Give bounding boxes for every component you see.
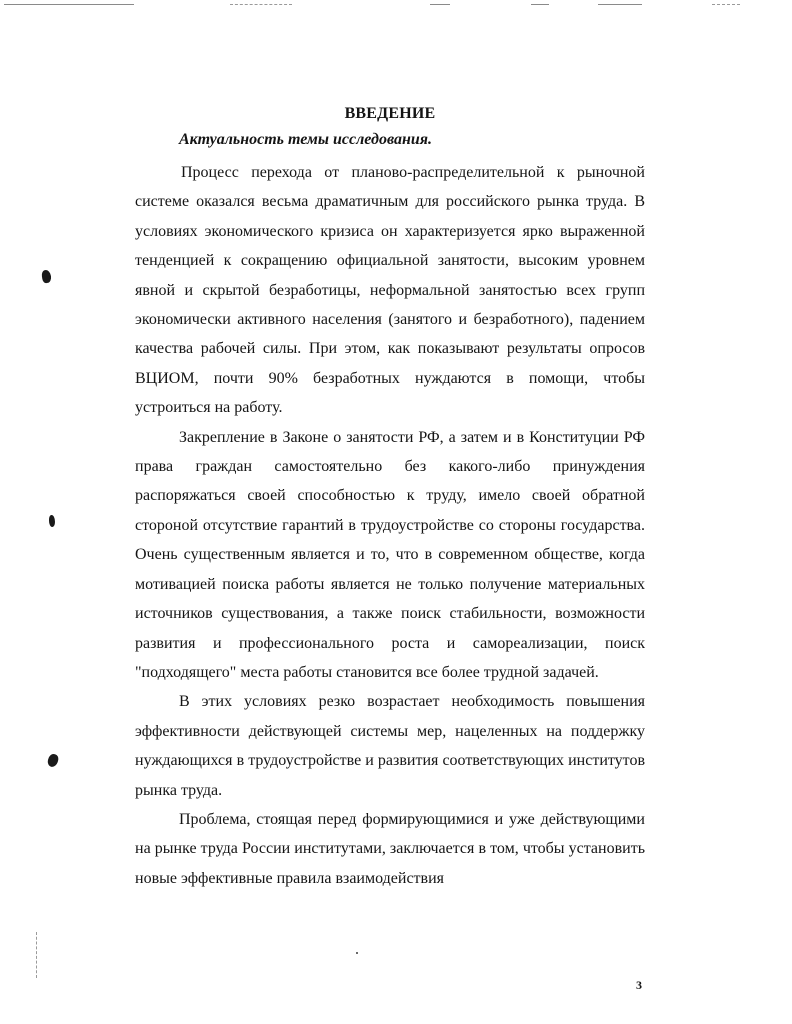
paragraph: Закрепление в Законе о занятости РФ, а затем и в Конституции РФ права граждан самостоятельно без какого-либо принуждения распоряжаться своей способностью к труду, имело своей обратной стороной отсутствие гарантий в трудоустройстве со стороны государства. Очень существенным является и то, что в современном обществе, когда мотивацией поиска работы является не только получение материальных источников существования, а также поиск стабильности, возможности развития и профессионального роста и самореализации, поиск "подходящего" места работы становится все более трудной задачей.	[135, 428, 645, 681]
dust-speck-artifact	[356, 952, 358, 954]
scan-line-artifact	[230, 4, 292, 5]
margin-scan-artifact	[36, 932, 37, 978]
scan-line-artifact	[430, 4, 450, 5]
scan-line-artifact	[531, 4, 549, 5]
scan-line-artifact	[598, 4, 642, 5]
page-title: ВВЕДЕНИЕ	[344, 104, 436, 122]
paragraph: В этих условиях резко возрастает необходимость повышения эффективности действующей системы мер, нацеленных на поддержку нуждающихся в трудоустройстве и развития соответствующих институтов рынка труда.	[135, 693, 645, 799]
document-body	[135, 158, 645, 893]
section-heading: Актуальность темы исследования.	[179, 131, 432, 148]
page-number: 3	[636, 978, 642, 992]
ink-blot-artifact	[49, 515, 55, 527]
paragraph: Проблема, стоящая перед формирующимися и уже действующими на рынке труда России институтами, заключается в том, чтобы установить новые эффективные правила взаимодействия	[135, 810, 645, 887]
ink-blot-artifact	[47, 753, 59, 768]
ink-blot-artifact	[41, 269, 52, 283]
paragraph: Процесс перехода от планово-распределительной к рыночной системе оказался весьма драматичным для российского рынка труда. В условиях экономического кризиса он характеризуется ярко выраженной тенденцией к сокращению официальной занятости, высоким уровнем явной и скрытой безработицы, неформальной занятостью всех групп экономически активного населения (занятого и безработного), падением качества рабочей силы. При этом, как показывают результаты опросов ВЦИОМ, почти 90% безработных нуждаются в помощи, чтобы устроиться на работу.	[135, 164, 645, 417]
scan-line-artifact	[4, 4, 134, 5]
scan-line-artifact	[712, 4, 740, 5]
